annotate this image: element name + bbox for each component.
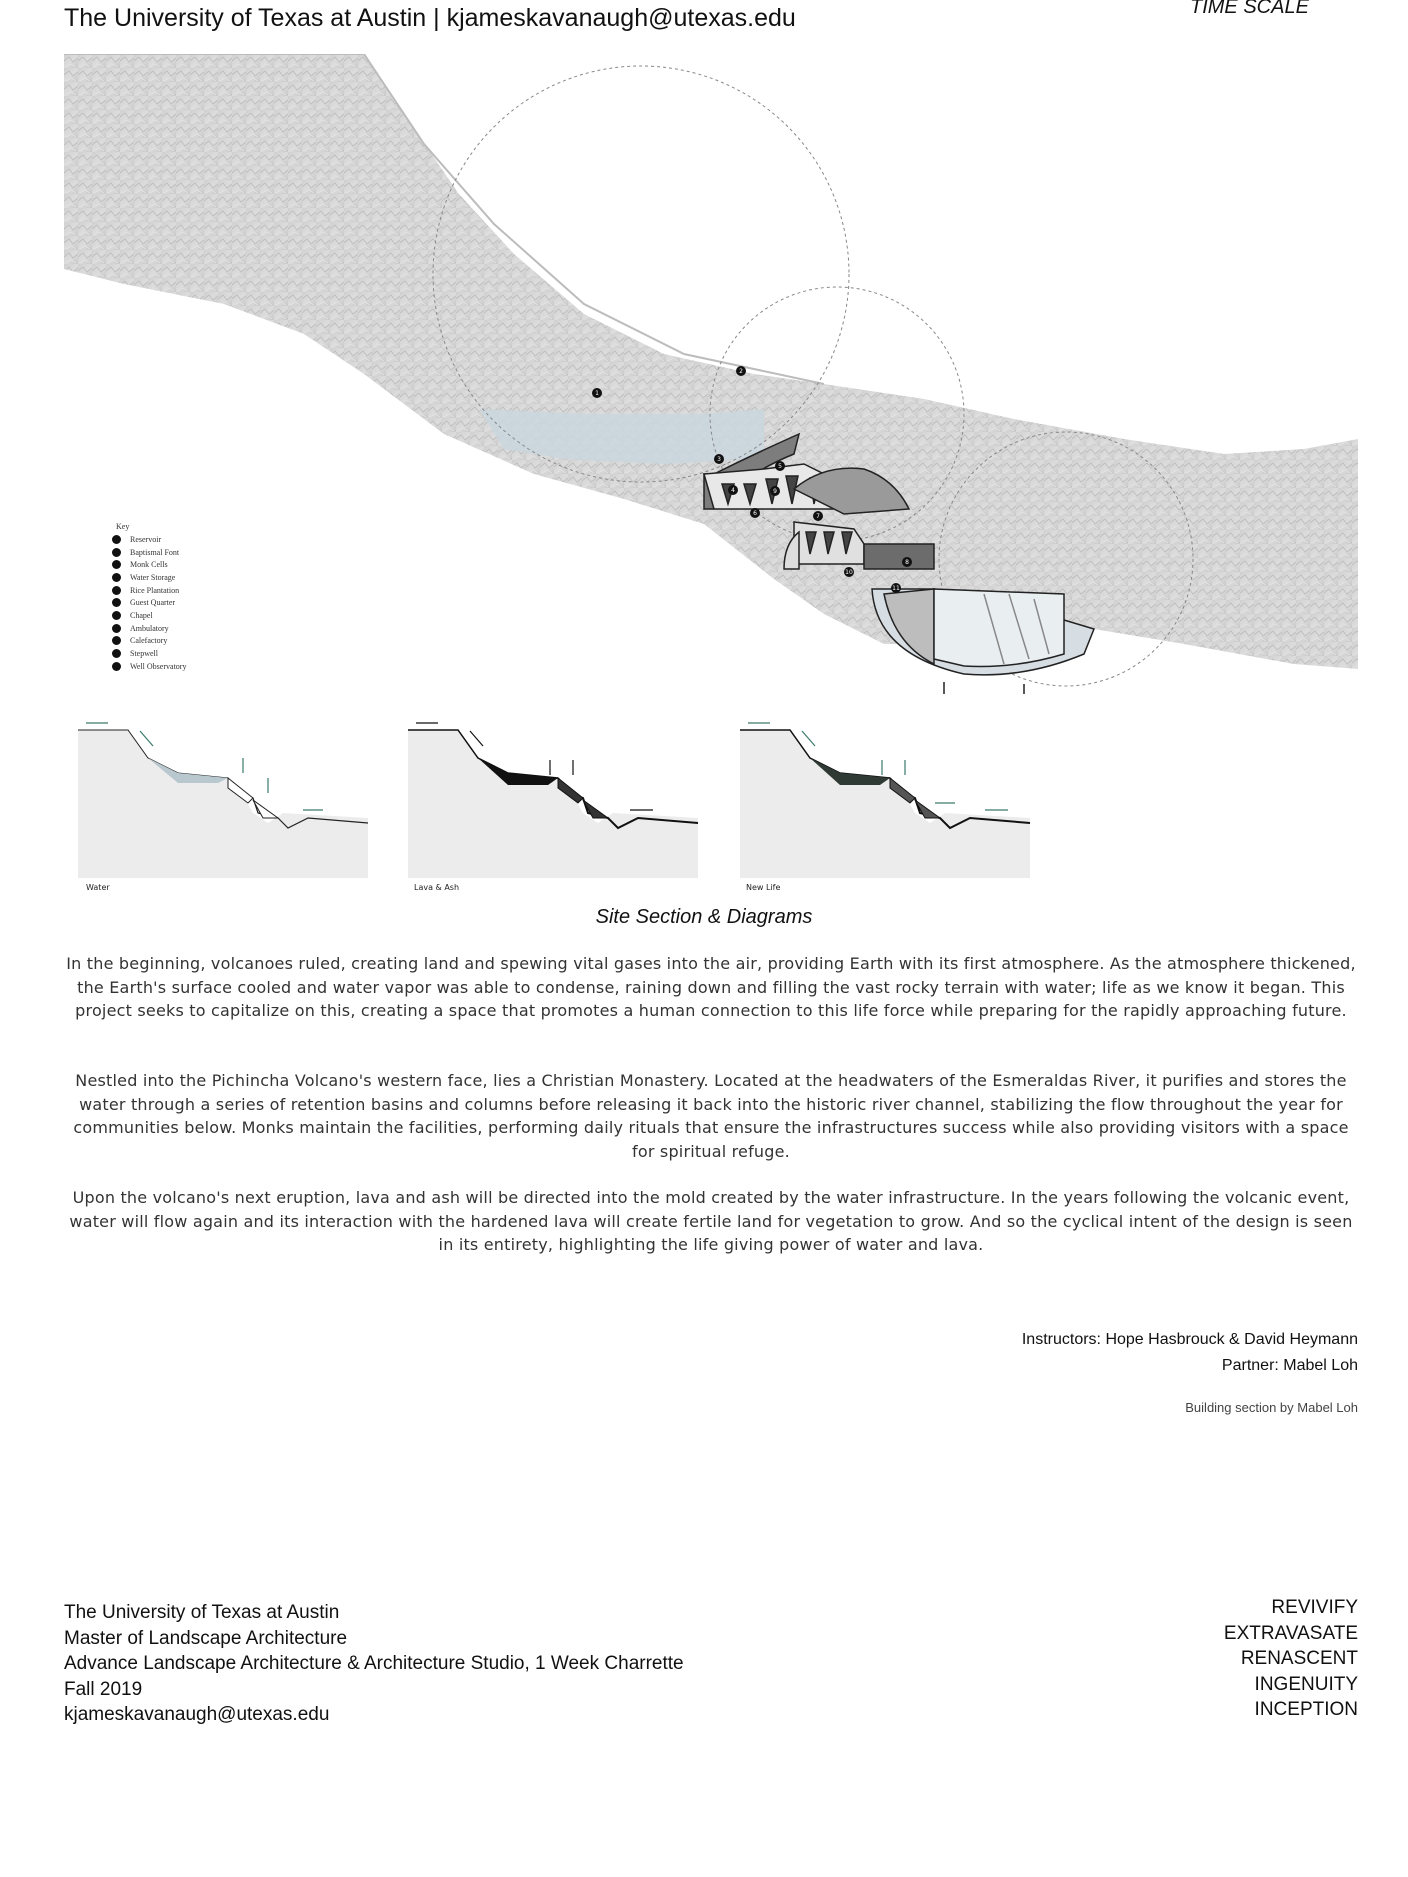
key-item (112, 609, 186, 622)
key-marker (112, 586, 121, 595)
svg-text:4: 4 (731, 487, 735, 494)
key-label: Stepwell (130, 649, 158, 659)
keyword: EXTRAVASATE (1223, 1622, 1358, 1644)
footer-program: Master of Landscape Architecture (64, 1627, 348, 1649)
key-label: Reservoir (130, 534, 162, 544)
instructors-credit: Instructors: Hope Hasbrouck & David Heymann (1021, 1331, 1358, 1348)
paragraph-3: Upon the volcano's next eruption, lava and ash will be directed into the mold created by the water infrastructure. In the years following the volcanic event, water will flow again and its interaction with the hardened lava will create fertile land for vegetation to grow. And so the cyclical intent of the design is seen in its entirety, highlighting the life giving power of water and lava. (69, 1188, 1353, 1254)
key-marker (112, 649, 121, 658)
key-label: Guest Quarter (130, 598, 176, 608)
svg-text:7: 7 (816, 513, 820, 520)
key-item (112, 660, 186, 673)
key-item (112, 571, 186, 584)
svg-text:9: 9 (773, 488, 777, 495)
diagram-water (78, 718, 368, 878)
partner-credit: Partner: Mabel Loh (1221, 1357, 1358, 1374)
svg-text:8: 8 (905, 559, 909, 566)
header-time-scale: TIME SCALE (1190, 0, 1309, 18)
key-label: Baptismal Font (130, 547, 180, 557)
mountain-terrain (64, 54, 1358, 669)
key-label: Rice Plantation (130, 585, 180, 595)
key-marker (112, 548, 121, 557)
svg-text:6: 6 (753, 510, 757, 517)
svg-text:2: 2 (739, 368, 743, 375)
paragraph-1: In the beginning, volcanoes ruled, creating land and spewing vital gases into the air, providing Earth with its first atmosphere. As the atmosphere thickened, the Earth's surface cooled and water vapor was able to condense, raining down and filling the vast rocky terrain with water; life as we know it began. This project seeks to capitalize on this, creating a space that promotes a human connection to this life force while preparing for the rapidly approaching future. (66, 954, 1356, 1020)
project-credits (1022, 1327, 1358, 1379)
key-item (112, 558, 186, 571)
key-marker (112, 560, 121, 569)
keyword: RENASCENT (1240, 1648, 1358, 1669)
svg-text:11: 11 (892, 585, 900, 592)
key-marker (112, 611, 121, 620)
footer-keywords (1224, 1595, 1358, 1723)
paragraph-2: Nestled into the Pichincha Volcano's western face, lies a Christian Monastery. Located at the headwaters of the Esmeraldas River, it purifies and stores the water through a series of retention basins and columns before releasing it back into the historic river channel, stabilizing the flow throughout the year for communities below. Monks maintain the facilities, performing daily rituals that ensure the infrastructures success while also providing visitors with a space for spiritual refuge. (73, 1071, 1349, 1161)
key-item (112, 596, 186, 609)
key-item (112, 647, 186, 660)
key-label: Ambulatory (130, 623, 169, 633)
key-marker (112, 624, 121, 633)
svg-text:10: 10 (845, 569, 853, 576)
key-marker (112, 662, 121, 671)
key-title: Key (116, 522, 130, 531)
keyword: REVIVIFY (1271, 1597, 1358, 1618)
keyword: INGENUITY (1254, 1673, 1358, 1695)
diagram-new-life-label: New Life (746, 883, 781, 892)
key-label: Water Storage (130, 572, 176, 582)
footer-university: The University of Texas at Austin (64, 1602, 340, 1623)
diagram-lava-ash-label: Lava & Ash (414, 883, 460, 892)
site-key-legend (112, 522, 186, 673)
footer-email: kjameskavanaugh@utexas.edu (64, 1704, 330, 1725)
figure-caption: Site Section & Diagrams (595, 906, 813, 928)
key-label: Chapel (130, 610, 153, 620)
key-label: Calefactory (130, 636, 168, 646)
footer-info (64, 1600, 684, 1728)
key-item (112, 635, 186, 648)
diagram-new-life (740, 718, 1030, 878)
key-item (112, 533, 186, 546)
key-marker (112, 636, 121, 645)
diagram-water-label: Water (86, 883, 110, 892)
key-marker (112, 573, 121, 582)
keyword: INCEPTION (1254, 1699, 1358, 1720)
footer-studio: Advance Landscape Architecture & Architecture Studio, 1 Week Charrette (64, 1653, 684, 1674)
header-university-email: The University of Texas at Austin | kjameskavanaugh@utexas.edu (64, 4, 796, 32)
svg-text:3: 3 (717, 456, 721, 463)
svg-text:1: 1 (595, 390, 599, 397)
key-item (112, 622, 186, 635)
key-label: Well Observatory (130, 661, 187, 671)
svg-text:5: 5 (778, 463, 782, 470)
key-marker (112, 535, 121, 544)
site-section-drawing (64, 54, 1358, 700)
key-label: Monk Cells (130, 560, 168, 570)
key-marker (112, 598, 121, 607)
key-item (112, 546, 186, 559)
diagram-lava-ash (408, 718, 698, 878)
building-section-credit: Building section by Mabel Loh (1185, 1400, 1358, 1415)
footer-term: Fall 2019 (64, 1678, 143, 1700)
key-item (112, 584, 186, 597)
